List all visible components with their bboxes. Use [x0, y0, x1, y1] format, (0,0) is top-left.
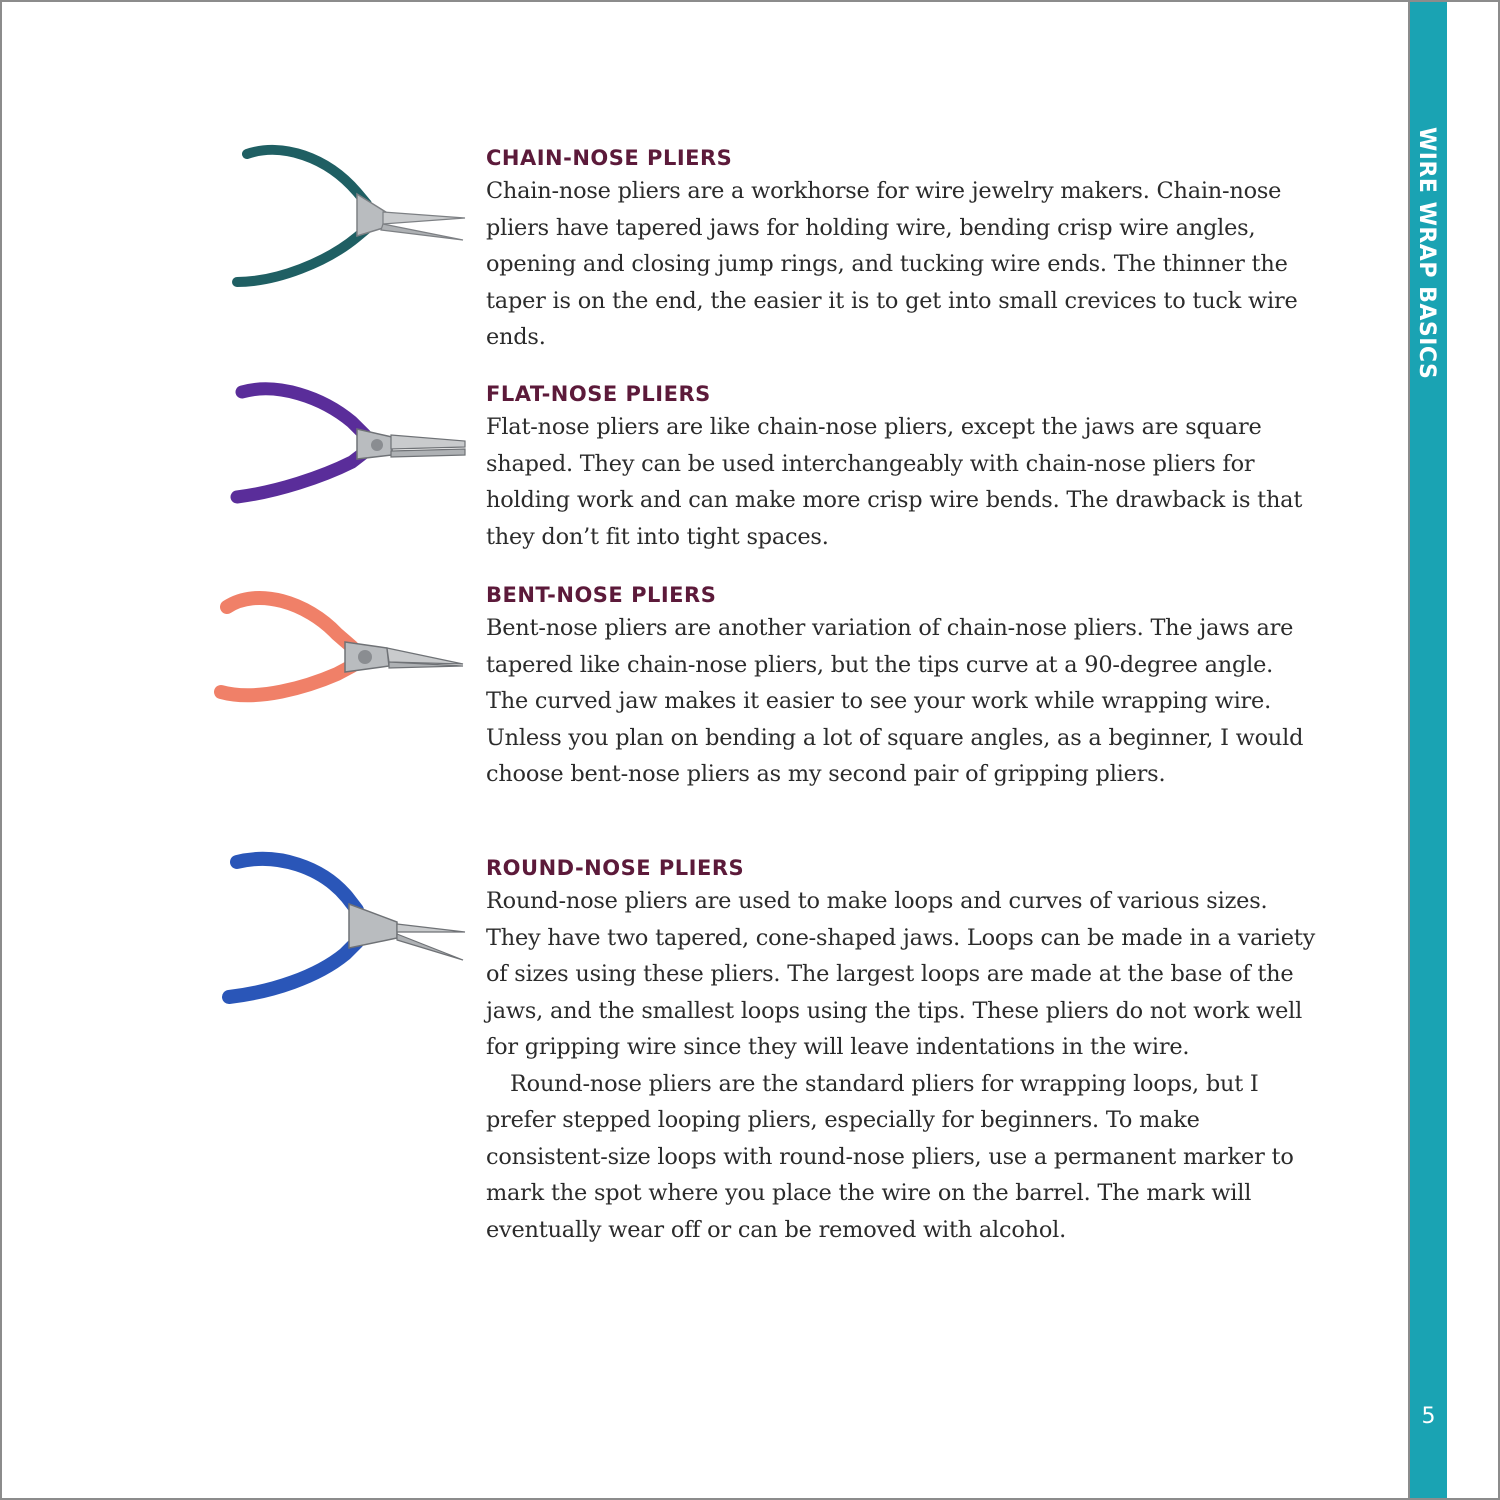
bent-nose-pliers-image — [207, 582, 472, 762]
section-paragraph: Flat-nose pliers are like chain-nose pliers, except the jaws are square shaped. They can be used interchangeably with chain-nose pliers for holding work and can make more crisp wire bends. The drawback is that they don’t fit into tight spaces. — [486, 414, 1303, 550]
chain-nose-pliers-image — [207, 132, 472, 312]
section-heading: FLAT-NOSE PLIERS — [486, 382, 711, 406]
section-paragraph: Round-nose pliers are the standard pliers for wrapping loops, but I prefer stepped looping pliers, especially for beginners. To make consistent-size loops with round-nose pliers, use a permanent marker to mark the spot where you place the wire on the barrel. The mark will eventually wear off or can be removed with alcohol. — [486, 1070, 1294, 1243]
flat-nose-pliers-image — [207, 367, 472, 547]
chain-nose-pliers-icon — [207, 132, 472, 312]
section-heading: BENT-NOSE PLIERS — [486, 583, 717, 607]
section-chain-nose — [486, 143, 1321, 356]
section-paragraph: Chain-nose pliers are a workhorse for wire jewelry makers. Chain-nose pliers have tapered jaws for holding wire, bending crisp wire angles, opening and closing jump rings, and tucking wire ends. The thinner the taper is on the end, the easier it is to get into small crevices to tuck wire ends. — [486, 178, 1298, 350]
page-number: 5 — [1421, 1404, 1436, 1429]
flat-nose-pliers-icon — [207, 367, 472, 547]
bent-nose-pliers-icon — [207, 582, 472, 762]
chapter-title: WIRE WRAP BASICS — [1414, 127, 1439, 380]
section-heading: ROUND-NOSE PLIERS — [486, 856, 745, 880]
section-round-nose — [486, 853, 1321, 1248]
section-flat-nose — [486, 379, 1321, 555]
chapter-side-tab — [1408, 2, 1447, 1498]
section-heading: CHAIN-NOSE PLIERS — [486, 146, 733, 170]
section-bent-nose — [486, 580, 1321, 793]
section-paragraph: Bent-nose pliers are another variation of chain-nose pliers. The jaws are tapered like chain-nose pliers, but the tips curve at a 90-degree angle. The curved jaw makes it easier to see your work while wrapping wire. Unless you plan on bending a lot of square angles, as a beginner, I would choose bent-nose pliers as my second pair of gripping pliers. — [486, 615, 1304, 787]
section-paragraph: Round-nose pliers are used to make loops and curves of various sizes. They have two tapered, cone-shaped jaws. Loops can be made in a variety of sizes using these pliers. The largest loops are made at the base of the jaws, and the smallest loops using the tips. These pliers do not work well for gripping wire since they will leave indentations in the wire. — [486, 888, 1316, 1060]
round-nose-pliers-image — [207, 842, 472, 1022]
round-nose-pliers-icon — [207, 842, 472, 1022]
